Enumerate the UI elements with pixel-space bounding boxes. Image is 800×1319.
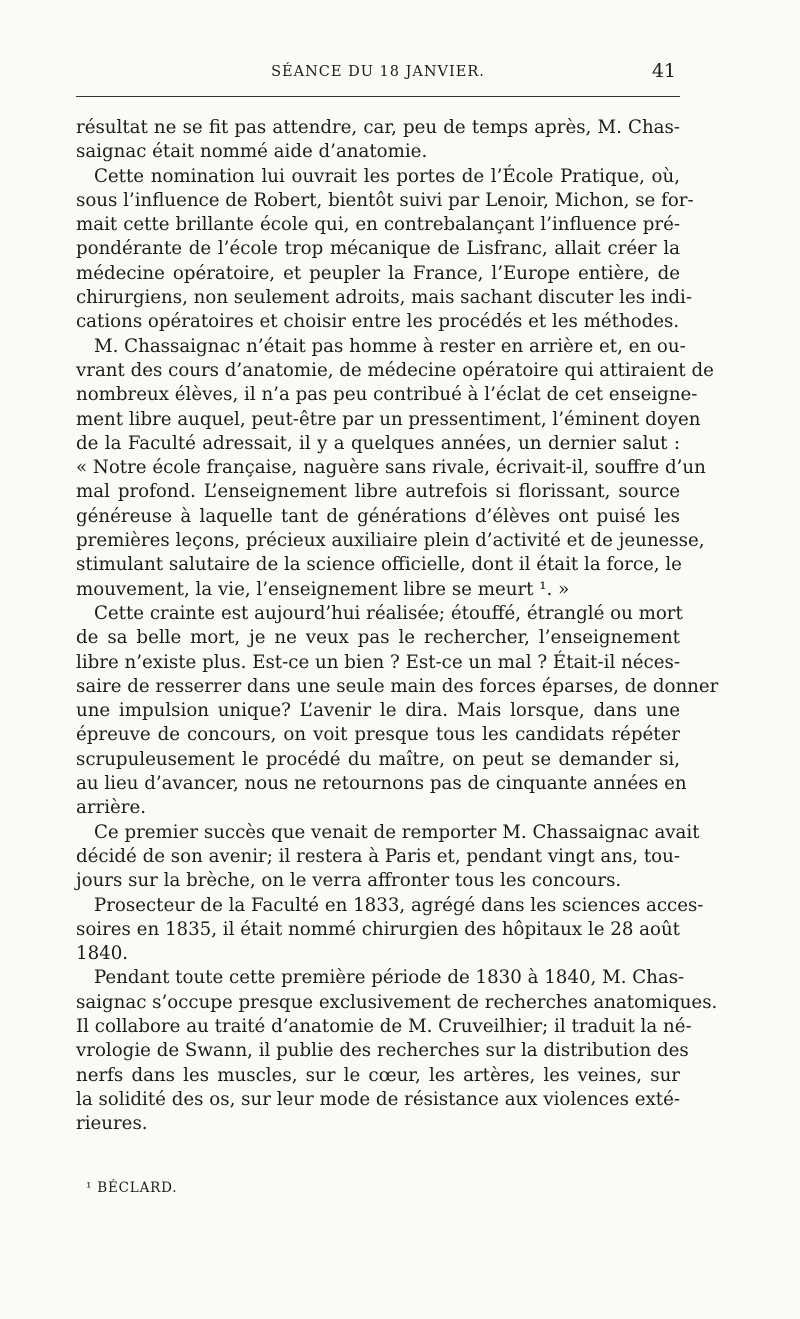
text-line: nerfs dans les muscles, sur le cœur, les artères, les veines, sur <box>76 1064 680 1086</box>
text-line: premières leçons, précieux auxiliaire plein d’activité et de jeunesse, <box>76 530 705 552</box>
page-number: 41 <box>651 60 676 82</box>
text-line: Ce premier succès que venait de remporter M. Chassaignac avait <box>94 821 700 843</box>
text-line: Il collabore au traité d’anatomie de M. Cruveilhier; il traduit la né- <box>76 1015 692 1037</box>
text-line: Pendant toute cette première période de 1830 à 1840, M. Chas- <box>94 967 685 989</box>
text-line: scrupuleusement le procédé du maître, on peut se demander si, <box>76 748 680 770</box>
text-line: nombreux élèves, il n’a pas peu contribué à l’éclat de cet enseigne- <box>76 384 698 406</box>
text-line: saignac s’occupe presque exclusivement de recherches anatomiques. <box>76 991 718 1013</box>
book-page <box>76 60 719 1196</box>
text-line: généreuse à laquelle tant de générations d’élèves ont puisé les <box>76 505 680 527</box>
text-line: sous l’influence de Robert, bientôt suivi par Lenoir, Michon, se for- <box>76 189 694 211</box>
text-line: mouvement, la vie, l’enseignement libre se meurt ¹. » <box>76 578 570 600</box>
text-line: ment libre auquel, peut-être par un pressentiment, l’éminent doyen <box>76 408 701 430</box>
text-line: stimulant salutaire de la science officielle, dont il était la force, le <box>76 554 682 576</box>
text-line: médecine opératoire, et peupler la France, l’Europe entière, de <box>76 262 680 284</box>
text-line: épreuve de concours, on voit presque tous les candidats répéter <box>76 724 680 746</box>
header-rule <box>76 96 680 97</box>
text-line: vrologie de Swann, il publie des recherches sur la distribution des <box>76 1040 689 1062</box>
text-line: au lieu d’avancer, nous ne retournons pas de cinquante années en <box>76 773 687 795</box>
text-line: Cette nomination lui ouvrait les portes de l’École Pratique, où, <box>94 165 680 187</box>
text-line: résultat ne se fit pas attendre, car, peu de temps après, M. Chas- <box>76 117 680 138</box>
text-line: mal profond. L’enseignement libre autrefois si florissant, source <box>76 481 680 503</box>
text-line: « Notre école française, naguère sans rivale, écrivait-il, souffre d’un <box>76 457 706 479</box>
text-line: mait cette brillante école qui, en contrebalançant l’influence pré- <box>76 214 680 236</box>
text-line: de sa belle mort, je ne veux pas le rechercher, l’enseignement <box>76 627 680 649</box>
text-line: saire de resserrer dans une seule main des forces éparses, de donner <box>76 675 719 697</box>
text-line: jours sur la brèche, on le verra affronter tous les concours. <box>76 870 622 892</box>
text-line: de la Faculté adressait, il y a quelques années, un dernier salut : <box>76 432 680 454</box>
text-line: vrant des cours d’anatomie, de médecine opératoire qui attiraient de <box>76 359 714 381</box>
text-line: cations opératoires et choisir entre les procédés et les méthodes. <box>76 311 680 333</box>
text-line: soires en 1835, il était nommé chirurgien des hôpitaux le 28 août <box>76 918 680 940</box>
text-line: M. Chassaignac n’était pas homme à rester en arrière et, en ou- <box>94 335 686 357</box>
text-line: une impulsion unique? L’avenir le dira. Mais lorsque, dans une <box>76 700 680 722</box>
text-line: Prosecteur de la Faculté en 1833, agrégé dans les sciences acces- <box>94 894 704 916</box>
text-line: Cette crainte est aujourd’hui réalisée; étouffé, étranglé ou mort <box>94 602 683 624</box>
body-text <box>76 116 719 1136</box>
text-line: décidé de son avenir; il restera à Paris et, pendant vingt ans, tou- <box>76 845 680 867</box>
running-head <box>76 60 680 88</box>
text-line: rieures. <box>76 1113 148 1135</box>
text-line: 1840. <box>76 943 129 965</box>
footnote: ¹ BÉCLARD. <box>86 1180 178 1196</box>
text-line: la solidité des os, sur leur mode de résistance aux violences exté- <box>76 1088 680 1110</box>
text-line: libre n’existe plus. Est-ce un bien ? Est-ce un mal ? Était-il néces- <box>76 651 680 673</box>
text-line: pondérante de l’école trop mécanique de Lisfranc, allait créer la <box>76 238 680 260</box>
text-line: arrière. <box>76 797 147 819</box>
text-line: saignac était nommé aide d’anatomie. <box>76 141 428 163</box>
text-line: chirurgiens, non seulement adroits, mais sachant discuter les indi- <box>76 287 692 309</box>
running-head-title: SÉANCE DU 18 JANVIER. <box>271 64 485 80</box>
